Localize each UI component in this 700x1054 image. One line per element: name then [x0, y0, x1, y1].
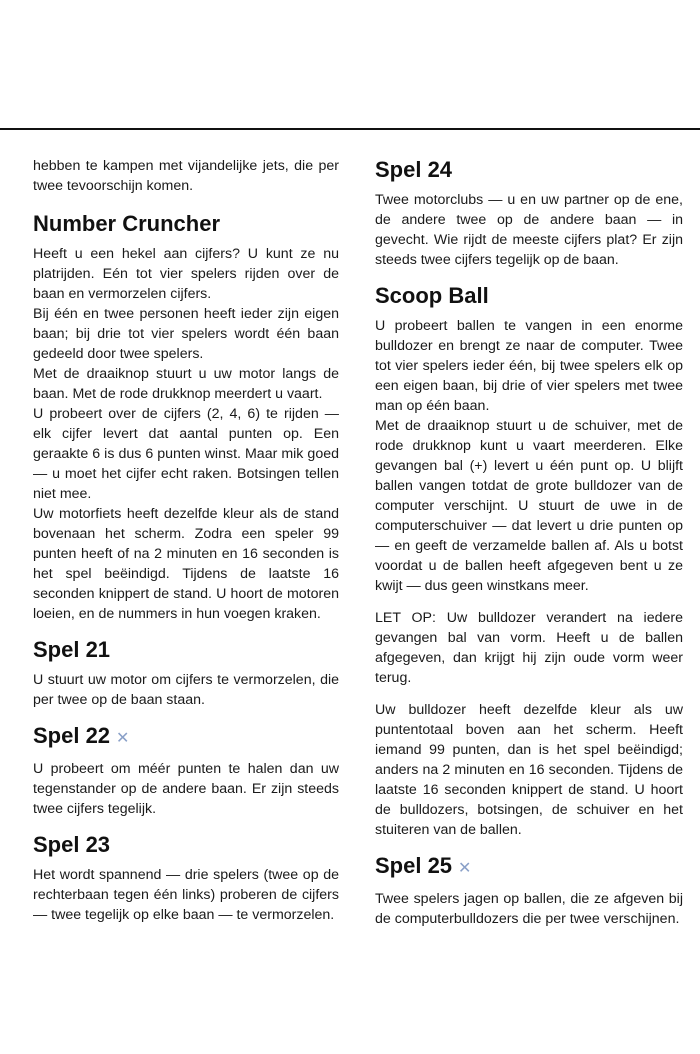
paragraph: Heeft u een hekel aan cijfers? U kunt ze nu platrijden. Eén tot vier spelers rijden over de baan en vermorzelen cijfers. — [33, 246, 339, 302]
right-column — [375, 156, 683, 941]
section-number-cruncher — [33, 210, 339, 624]
paragraph: U probeert ballen te vangen in een enorme bulldozer en brengt ze naar de computer. Twee tot vier spelers ieder één, bij twee spelers elk op een eigen baan, bij drie of vier spelers met twee man op één baan. — [375, 318, 683, 414]
section-scoop-ball — [375, 282, 683, 840]
paragraph: U probeert om méér punten te halen dan uw tegenstander op de andere baan. Er zijn steeds twee cijfers tegelijk. — [33, 761, 339, 817]
section-title-scoop-ball: Scoop Ball — [375, 283, 489, 308]
paragraph: U probeert over de cijfers (2, 4, 6) te rijden — elk cijfer levert dat aantal punten op. Een geraakte 6 is dus 6 punten winst. Maar mik goed — u moet het cijfer echt raken. Botsingen tellen niet mee. — [33, 406, 339, 502]
title-text: Spel 25 — [375, 853, 453, 878]
header-rule — [0, 128, 700, 130]
section-spel-23 — [33, 831, 339, 925]
paragraph: Met de draaiknop stuurt u de schuiver, met de rode drukknop kunt u vaart meerderen. Elke gevangen bal (+) levert u één punt op. U blijft ballen vangen totdat de grote bulldozer van de computer verschijnt. U stuurt de uwe in de computerschuiver — dat levert u drie punten op — en geeft de verzamelde ballen af. Als u botst voordat u de ballen heeft afgegeven bent u ze kwijt — dus geen winstkans meer. — [375, 418, 683, 594]
section-spel-21 — [33, 636, 339, 710]
paragraph: Twee spelers jagen op ballen, die ze afgeven bij de computerbulldozers die per twee verschijnen. — [375, 891, 683, 927]
section-title-spel-24: Spel 24 — [375, 157, 453, 182]
paragraph: Bij één en twee personen heeft ieder zijn eigen baan; bij drie tot vier spelers wordt één baan gedeeld door twee spelers. — [33, 306, 339, 362]
section-spel-25 — [375, 852, 683, 929]
paragraph: Het wordt spannend — drie spelers (twee op de rechterbaan tegen één links) proberen de cijfers — twee tegelijk op elke baan — te vermorzelen. — [33, 867, 339, 923]
section-title-spel-22 — [33, 722, 339, 753]
paragraph: LET OP: Uw bulldozer verandert na iedere gevangen bal van vorm. Heeft u de ballen afgegeven, dan krijgt hij zijn oude vorm weer terug. — [375, 610, 683, 686]
paragraph: Uw motorfiets heeft dezelfde kleur als de stand bovenaan het scherm. Zodra een speler 99 punten heeft of na 2 minuten en 16 seconden is het spel beëindigd. Tijdens de laatste 16 seconden knippert de stand. U hoort de motoren loeien, en de nummers in hun voegen kraken. — [33, 506, 339, 622]
paragraph: U stuurt uw motor om cijfers te vermorzelen, die per twee op de baan staan. — [33, 672, 339, 708]
pen-mark-icon: ✕ — [458, 860, 472, 877]
section-spel-24 — [375, 156, 683, 270]
paragraph: Uw bulldozer heeft dezelfde kleur als uw puntentotaal boven aan het scherm. Heeft iemand 99 punten, dan is het spel beëindigd; anders na 2 minuten en 16 seconden. Tijdens de laatste 16 seconden knippert de stand. U hoort de bulldozers, botsingen, de schuiver en het stuiteren van de ballen. — [375, 702, 683, 838]
section-title-spel-21: Spel 21 — [33, 637, 111, 662]
paragraph: Met de draaiknop stuurt u uw motor langs de baan. Met de rode drukknop meerdert u vaart. — [33, 366, 339, 402]
intro-text: hebben te kampen met vijandelijke jets, die per twee tevoorschijn komen. — [33, 158, 339, 194]
pen-mark-icon: ✕ — [116, 730, 130, 747]
title-text: Spel 22 — [33, 723, 111, 748]
section-title-spel-25 — [375, 852, 683, 883]
section-title-number-cruncher: Number Cruncher — [33, 211, 221, 236]
left-column — [33, 156, 339, 937]
section-title-spel-23: Spel 23 — [33, 832, 111, 857]
paragraph: Twee motorclubs — u en uw partner op de ene, de andere twee op de andere baan — in gevecht. Wie rijdt de meeste cijfers plat? Er zijn steeds twee cijfers tegelijk op de baan. — [375, 192, 683, 268]
section-spel-22 — [33, 722, 339, 819]
